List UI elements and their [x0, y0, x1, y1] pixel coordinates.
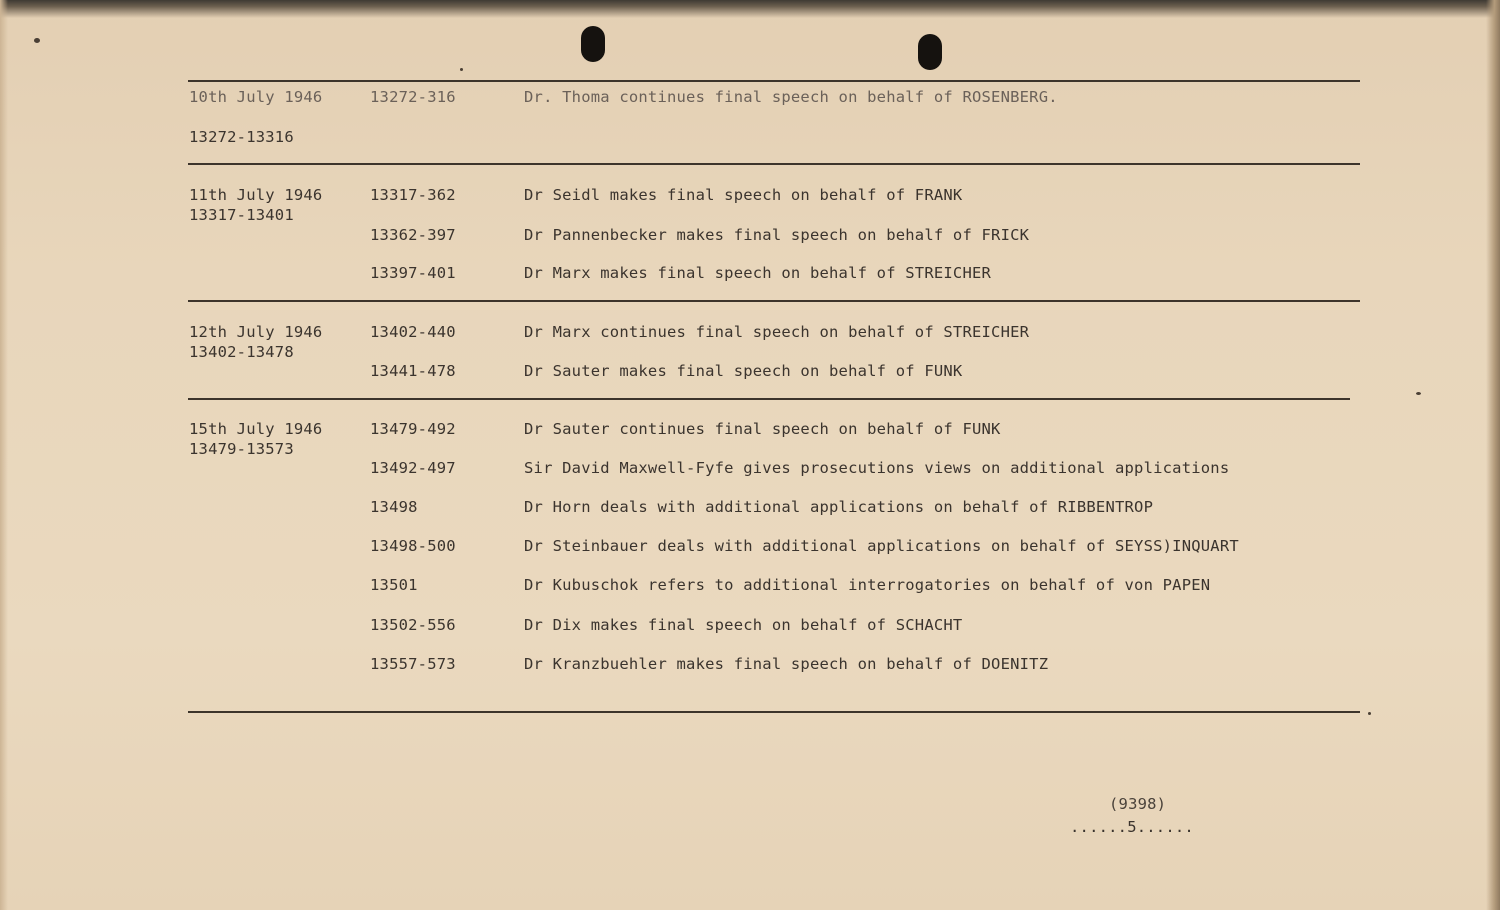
- page-right-edge: [1486, 0, 1500, 910]
- page-number: ......5......: [1070, 818, 1194, 836]
- item-reference: 13502-556: [370, 616, 456, 634]
- item-reference: 13492-497: [370, 459, 456, 477]
- item-reference: 13557-573: [370, 655, 456, 673]
- item-description: Dr Dix makes final speech on behalf of SCHACHT: [524, 616, 963, 634]
- ink-speck: [1368, 712, 1371, 715]
- ink-speck: [460, 68, 463, 71]
- item-reference: 13317-362: [370, 186, 456, 204]
- item-description: Dr Sauter makes final speech on behalf of FUNK: [524, 362, 963, 380]
- item-reference: 13397-401: [370, 264, 456, 282]
- item-description: Dr Pannenbecker makes final speech on behalf of FRICK: [524, 226, 1030, 244]
- separator-rule: [188, 80, 1360, 82]
- separator-rule: [188, 300, 1360, 302]
- separator-rule: [188, 711, 1360, 713]
- entry-page-range: 13402-13478: [189, 343, 294, 361]
- entry-date: 15th July 1946: [189, 420, 323, 438]
- item-reference: 13272-316: [370, 88, 456, 106]
- entry-date: 12th July 1946: [189, 323, 323, 341]
- ink-speck: [34, 38, 40, 43]
- item-description: Dr Kubuschok refers to additional interrogatories on behalf of von PAPEN: [524, 576, 1211, 594]
- separator-rule: [188, 398, 1350, 400]
- item-description: Dr Marx makes final speech on behalf of STREICHER: [524, 264, 992, 282]
- item-reference: 13501: [370, 576, 418, 594]
- item-description: Dr Seidl makes final speech on behalf of FRANK: [524, 186, 963, 204]
- item-reference: 13498-500: [370, 537, 456, 555]
- item-reference: 13402-440: [370, 323, 456, 341]
- item-reference: 13362-397: [370, 226, 456, 244]
- entry-page-range: 13479-13573: [189, 440, 294, 458]
- item-description: Dr Horn deals with additional applications on behalf of RIBBENTROP: [524, 498, 1154, 516]
- item-description: Dr Sauter continues final speech on behalf of FUNK: [524, 420, 1001, 438]
- document-number: (9398): [1109, 795, 1167, 813]
- punch-hole-left: [581, 26, 605, 62]
- item-description: Dr Marx continues final speech on behalf of STREICHER: [524, 323, 1030, 341]
- item-description: Dr Steinbauer deals with additional applications on behalf of SEYSS)INQUART: [524, 537, 1239, 555]
- item-description: Dr. Thoma continues final speech on behalf of ROSENBERG.: [524, 88, 1058, 106]
- item-reference: 13479-492: [370, 420, 456, 438]
- entry-date: 10th July 1946: [189, 88, 323, 106]
- entry-page-range: 13317-13401: [189, 206, 294, 224]
- page-left-edge: [0, 0, 8, 910]
- item-description: Dr Kranzbuehler makes final speech on behalf of DOENITZ: [524, 655, 1049, 673]
- item-reference: 13498: [370, 498, 418, 516]
- separator-rule: [188, 163, 1360, 165]
- ink-speck: [1416, 392, 1421, 395]
- entry-date: 11th July 1946: [189, 186, 323, 204]
- item-description: Sir David Maxwell-Fyfe gives prosecutions views on additional applications: [524, 459, 1230, 477]
- entry-page-range: 13272-13316: [189, 128, 294, 146]
- punch-hole-right: [918, 34, 942, 70]
- item-reference: 13441-478: [370, 362, 456, 380]
- page-top-edge: [0, 0, 1500, 18]
